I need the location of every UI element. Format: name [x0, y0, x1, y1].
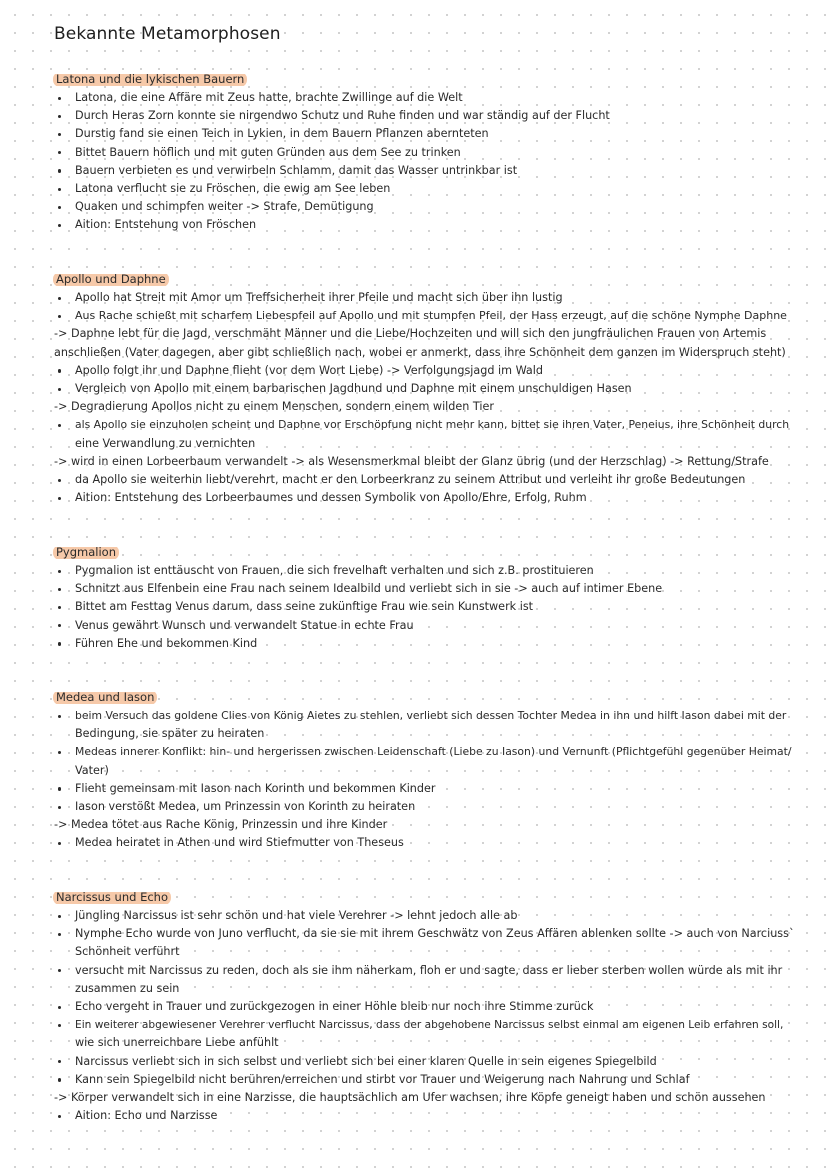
note-list: [54, 907, 794, 1125]
section-medea-iason: [54, 686, 794, 853]
note-list: [54, 707, 794, 853]
bullet-point: Pygmalion ist enttäuscht von Frauen, die sich frevelhaft verhalten und sich z.B. prostituieren: [54, 562, 794, 580]
section-narcissus-echo: [54, 886, 794, 1125]
bullet-point: Medea heiratet in Athen und wird Stiefmutter von Theseus: [54, 834, 794, 852]
bullet-point: Schnitzt aus Elfenbein eine Frau nach seinem Idealbild und verliebt sich in sie -> auch auf intimer Ebene: [54, 580, 794, 598]
bullet-point: Quaken und schimpfen weiter -> Strafe, Demütigung: [54, 198, 794, 216]
bullet-point: Iason verstößt Medea, um Prinzessin von Korinth zu heiraten: [54, 798, 794, 816]
section-heading: Pygmalion: [53, 545, 119, 560]
bullet-point: Apollo folgt ihr und Daphne flieht (vor dem Wort Liebe) -> Verfolgungsjagd im Wald: [54, 362, 794, 380]
bullet-point: Nymphe Echo wurde von Juno verflucht, da sie sie mit ihrem Geschwätz von Zeus Affären ablenken sollte -> auch von Narciuss`: [54, 925, 794, 943]
bullet-point: Venus gewährt Wunsch und verwandelt Statue in echte Frau: [54, 617, 794, 635]
bullet-point: Bauern verbieten es und verwirbeln Schlamm, damit das Wasser untrinkbar ist: [54, 162, 794, 180]
bullet-point: Apollo hat Streit mit Amor um Treffsicherheit ihrer Pfeile und macht sich über ihn lustig: [54, 289, 794, 307]
continuation-line: Vater): [75, 763, 109, 777]
arrow-note: -> Körper verwandelt sich in eine Narzisse, die hauptsächlich am Ufer wachsen, ihre Köpfe geneigt haben und schön aussehen: [54, 1091, 766, 1105]
bullet-point: Jüngling Narcissus ist sehr schön und hat viele Verehrer -> lehnt jedoch alle ab: [54, 907, 794, 925]
section-latona: [54, 68, 794, 235]
bullet-point: Bittet Bauern höflich und mit guten Gründen aus dem See zu trinken: [54, 144, 794, 162]
section-heading: Apollo und Daphne: [53, 272, 169, 287]
note-list: [54, 89, 794, 235]
bullet-point: Ein weiterer abgewiesener Verehrer verflucht Narcissus, dass der abgehobene Narcissus selbst einmal am eigenen Leib erfahren soll,: [54, 1016, 794, 1034]
bullet-point: Narcissus verliebt sich in sich selbst und verliebt sich bei einer klaren Quelle in sein eigenes Spiegelbild: [54, 1053, 794, 1071]
section-apollo-daphne: [54, 268, 794, 507]
page-title: Bekannte Metamorphosen: [54, 24, 281, 44]
section-heading: Medea und Iason: [53, 690, 157, 705]
note-list: [54, 289, 794, 507]
bullet-point: Medeas innerer Konflikt: hin- und hergerissen zwischen Leidenschaft (Liebe zu Iason) und Vernunft (Pflichtgefühl gegenüber Heimat/: [54, 743, 794, 761]
section-heading: Latona und die lykischen Bauern: [53, 72, 247, 87]
continuation-line: wie sich unerreichbare Liebe anfühlt: [75, 1036, 279, 1050]
bullet-point: Aition: Echo und Narzisse: [54, 1107, 794, 1125]
continuation-line: zusammen zu sein: [75, 981, 180, 995]
bullet-point: Latona, die eine Affäre mit Zeus hatte, brachte Zwillinge auf die Welt: [54, 89, 794, 107]
bullet-point: Durstig fand sie einen Teich in Lykien, in dem Bauern Pflanzen abernteten: [54, 125, 794, 143]
arrow-note: -> Medea tötet aus Rache König, Prinzessin und ihre Kinder: [54, 818, 388, 832]
section-heading: Narcissus und Echo: [53, 890, 171, 905]
bullet-point: Aition: Entstehung des Lorbeerbaumes und dessen Symbolik von Apollo/Ehre, Erfolg, Ruhm: [54, 489, 794, 507]
arrow-note: -> wird in einen Lorbeerbaum verwandelt -> als Wesensmerkmal bleibt der Glanz übrig (und der Herzschlag) -> Rettung/Strafe: [54, 454, 769, 468]
arrow-note: -> Degradierung Apollos nicht zu einem Menschen, sondern einem wilden Tier: [54, 400, 494, 414]
bullet-point: Vergleich von Apollo mit einem barbarischen Jagdhund und Daphne mit einem unschuldigen Hasen: [54, 380, 794, 398]
bullet-point: Aus Rache schießt mit scharfem Liebespfeil auf Apollo und mit stumpfen Pfeil, der Hass erzeugt, auf die schöne Nymphe Daphne: [54, 307, 794, 325]
bullet-point: Echo vergeht in Trauer und zurückgezogen in einer Höhle bleib nur noch ihre Stimme zurück: [54, 998, 794, 1016]
bullet-point: Flieht gemeinsam mit Iason nach Korinth und bekommen Kinder: [54, 780, 794, 798]
continuation-line: Schönheit verführt: [75, 945, 180, 959]
continuation-line: eine Verwandlung zu vernichten: [75, 436, 256, 450]
bullet-point: da Apollo sie weiterhin liebt/verehrt, macht er den Lorbeerkranz zu seinem Attribut und verleiht ihr große Bedeutungen: [54, 471, 794, 489]
continuation-line: Bedingung, sie später zu heiraten: [75, 727, 265, 741]
bullet-point: Durch Heras Zorn konnte sie nirgendwo Schutz und Ruhe finden und war ständig auf der Flucht: [54, 107, 794, 125]
bullet-point: Kann sein Spiegelbild nicht berühren/erreichen und stirbt vor Trauer und Weigerung nach Nahrung und Schlaf: [54, 1071, 794, 1089]
bullet-point: Führen Ehe und bekommen Kind: [54, 635, 794, 653]
bullet-point: versucht mit Narcissus zu reden, doch als sie ihm näherkam, floh er und sagte, dass er lieber sterben wollen würde als mit ihr: [54, 962, 794, 980]
note-list: [54, 562, 794, 653]
bullet-point: Bittet am Festtag Venus darum, dass seine zukünftige Frau wie sein Kunstwerk ist: [54, 598, 794, 616]
bullet-point: beim Versuch das goldene Clies von König Aietes zu stehlen, verliebt sich dessen Tochter Medea in ihn und hilft Iason dabei mit der: [54, 707, 794, 725]
bullet-point: Latona verflucht sie zu Fröschen, die ewig am See leben: [54, 180, 794, 198]
bullet-point: Aition: Entstehung von Fröschen: [54, 216, 794, 234]
section-pygmalion: [54, 541, 794, 653]
arrow-note: anschließen (Vater dagegen, aber gibt schließlich nach, wobei er anmerkt, dass ihre Schönheit dem ganzen im Widerspruch steht): [54, 345, 786, 359]
arrow-note: -> Daphne lebt für die Jagd, verschmäht Männer und die Liebe/Hochzeiten und will sich den jungfräulichen Frauen von Artemis: [54, 327, 767, 341]
bullet-point: als Apollo sie einzuholen scheint und Daphne vor Erschöpfung nicht mehr kann, bittet sie ihren Vater, Peneius, ihre Schönheit durch: [54, 416, 794, 434]
